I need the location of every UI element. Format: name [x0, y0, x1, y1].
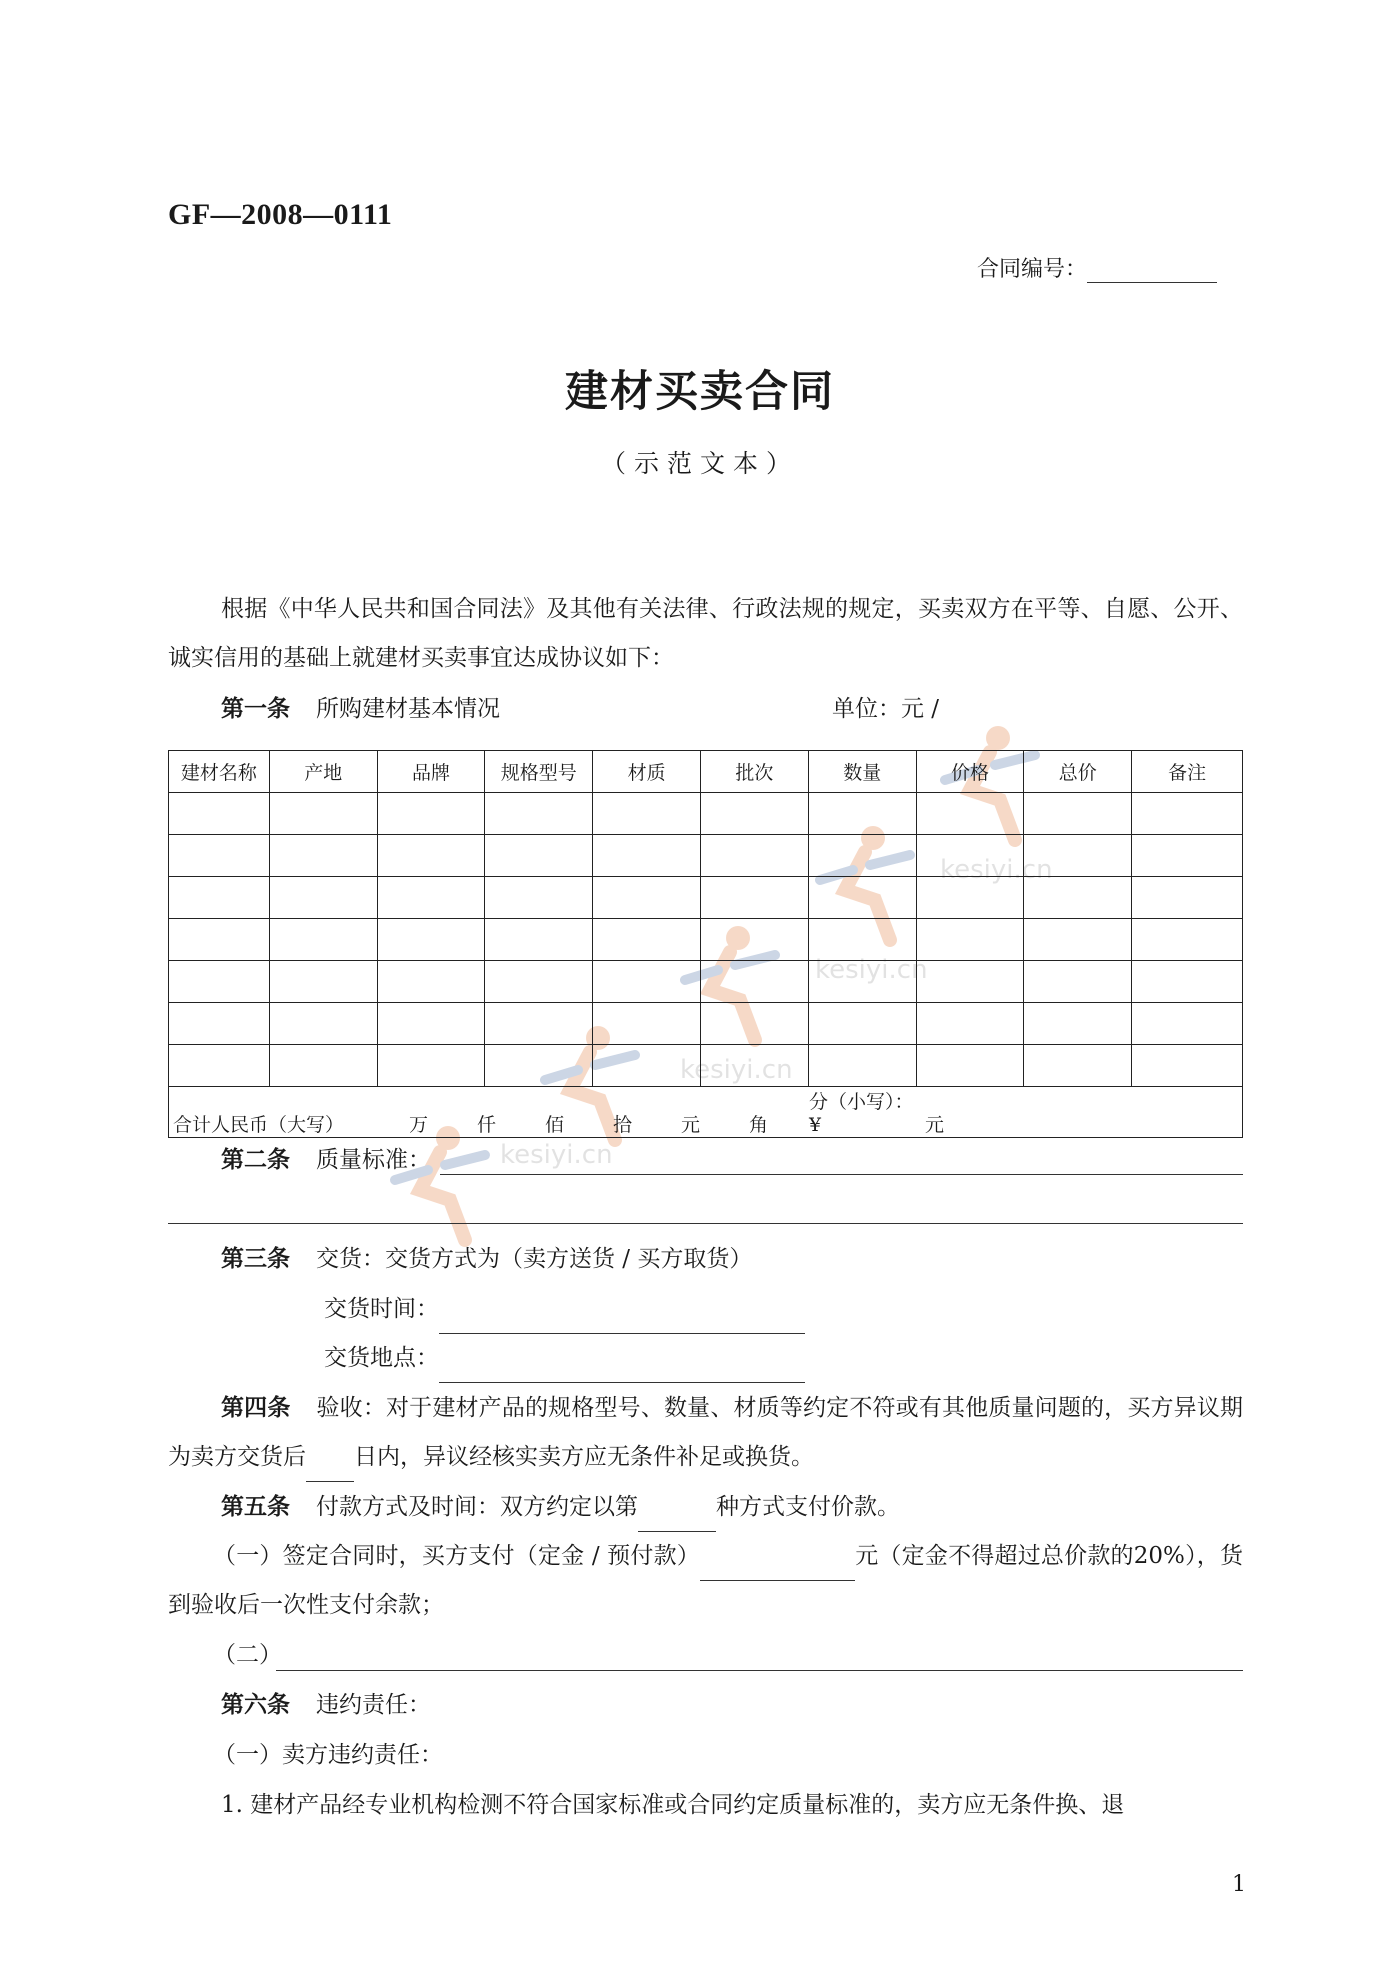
contract-number-label: 合同编号：: [977, 257, 1088, 282]
article-5-item-2-line[interactable]: [276, 1670, 1243, 1671]
column-header: 数量: [808, 751, 916, 793]
table-cell[interactable]: [1132, 919, 1243, 961]
watermark-text: kesiyi.cn: [940, 855, 1053, 885]
article-3-label: 第三条: [221, 1246, 290, 1272]
table-cell[interactable]: [593, 961, 701, 1003]
table-cell[interactable]: [1132, 793, 1243, 835]
article-1-label: 第一条: [221, 696, 290, 722]
delivery-place-label: 交货地点：: [324, 1345, 439, 1371]
column-header: 品牌: [377, 751, 485, 793]
table-row: [169, 1045, 1243, 1087]
table-cell[interactable]: [269, 877, 377, 919]
total-qian: 仟: [477, 1114, 497, 1136]
table-cell[interactable]: [485, 919, 593, 961]
table-cell[interactable]: [169, 835, 270, 877]
total-jiao: 角: [749, 1114, 769, 1136]
payment-method-blank[interactable]: [638, 1507, 716, 1532]
article-6-text: 违约责任：: [316, 1692, 431, 1718]
page-subtitle: （示范文本）: [600, 449, 799, 478]
table-cell[interactable]: [701, 793, 809, 835]
article-4: [168, 1384, 1243, 1482]
table-cell[interactable]: [269, 961, 377, 1003]
article-4-label: 第四条: [221, 1395, 291, 1421]
table-cell[interactable]: [701, 1003, 809, 1045]
table-cell[interactable]: [269, 919, 377, 961]
article-2-label: 第二条: [221, 1147, 290, 1173]
table-cell[interactable]: [485, 961, 593, 1003]
delivery-time: [324, 1285, 805, 1334]
table-cell[interactable]: [916, 793, 1024, 835]
table-cell[interactable]: [808, 793, 916, 835]
table-cell[interactable]: [269, 1045, 377, 1087]
table-cell[interactable]: [485, 793, 593, 835]
table-cell[interactable]: [377, 793, 485, 835]
table-cell[interactable]: [701, 919, 809, 961]
total-small-label: 分（小写）：¥: [809, 1091, 914, 1136]
table-cell[interactable]: [1024, 1045, 1132, 1087]
total-yuan-small: 元: [925, 1114, 945, 1136]
article-1-heading: 所购建材基本情况: [316, 696, 500, 722]
table-cell[interactable]: [1024, 835, 1132, 877]
table-cell[interactable]: [1132, 1003, 1243, 1045]
table-cell[interactable]: [169, 919, 270, 961]
column-header: 建材名称: [169, 751, 270, 793]
table-cell[interactable]: [169, 793, 270, 835]
column-header: 价格: [916, 751, 1024, 793]
objection-days-blank[interactable]: [306, 1457, 354, 1482]
article-5-label: 第五条: [221, 1494, 290, 1520]
table-cell[interactable]: [269, 793, 377, 835]
article-5: [221, 1483, 900, 1532]
table-cell[interactable]: [916, 1045, 1024, 1087]
table-cell[interactable]: [1024, 961, 1132, 1003]
table-cell[interactable]: [377, 1003, 485, 1045]
table-cell[interactable]: [808, 961, 916, 1003]
table-cell[interactable]: [485, 835, 593, 877]
contract-number-blank: [1087, 259, 1217, 283]
article-2: [221, 1136, 431, 1185]
table-cell[interactable]: [377, 961, 485, 1003]
column-header: 材质: [593, 751, 701, 793]
total-shi: 拾: [613, 1114, 633, 1136]
article-5-item-1: [168, 1532, 1243, 1630]
table-cell[interactable]: [169, 877, 270, 919]
table-cell[interactable]: [808, 919, 916, 961]
table-cell[interactable]: [916, 1003, 1024, 1045]
article-3-text: 交货：交货方式为（卖方送货 / 买方取货）: [316, 1246, 753, 1272]
table-cell[interactable]: [1024, 919, 1132, 961]
article-6-item-1: 1. 建材产品经专业机构检测不符合国家标准或合同约定质量标准的，卖方应无条件换、退: [221, 1792, 1125, 1818]
table-cell[interactable]: [593, 1003, 701, 1045]
total-row: [169, 1087, 1243, 1138]
table-cell[interactable]: [593, 835, 701, 877]
table-cell[interactable]: [377, 1045, 485, 1087]
unit-label: 单位：元 /: [832, 696, 940, 722]
delivery-time-blank[interactable]: [439, 1309, 805, 1334]
article-4-text-a: 验收：对于建材产品的规格型号、数量、材质等约定不符或有其他质量问题的，买方异议期为卖方交货后: [168, 1395, 1243, 1470]
article-5-item-1-a: （一）签定合同时，买方支付（定金 / 预付款）: [213, 1543, 701, 1569]
article-6-label: 第六条: [221, 1692, 290, 1718]
table-row: [169, 919, 1243, 961]
table-cell[interactable]: [701, 961, 809, 1003]
table-cell[interactable]: [485, 1045, 593, 1087]
table-cell[interactable]: [593, 1045, 701, 1087]
table-row: [169, 1003, 1243, 1045]
table-cell[interactable]: [593, 919, 701, 961]
article-1: [221, 685, 500, 734]
table-row: [169, 793, 1243, 835]
article-2-text: 质量标准：: [316, 1147, 431, 1173]
table-cell[interactable]: [1132, 877, 1243, 919]
table-cell[interactable]: [916, 961, 1024, 1003]
table-cell[interactable]: [169, 961, 270, 1003]
document-code: GF—2008—0111: [168, 198, 393, 231]
column-header: 备注: [1132, 751, 1243, 793]
table-cell[interactable]: [1132, 1045, 1243, 1087]
watermark-text: kesiyi.cn: [815, 955, 928, 985]
article-4-text-b: 日内，异议经核实卖方应无条件补足或换货。: [354, 1444, 814, 1470]
intro-paragraph: 根据《中华人民共和国合同法》及其他有关法律、行政法规的规定，买卖双方在平等、自愿、公开、诚实信用的基础上就建材买卖事宜达成协议如下：: [168, 596, 1243, 671]
table-cell[interactable]: [808, 1003, 916, 1045]
column-header: 产地: [269, 751, 377, 793]
table-cell[interactable]: [808, 1045, 916, 1087]
table-cell[interactable]: [169, 1045, 270, 1087]
watermark-text: kesiyi.cn: [680, 1055, 793, 1085]
watermark-text: kesiyi.cn: [500, 1140, 613, 1170]
deposit-amount-blank[interactable]: [700, 1556, 855, 1581]
table-cell[interactable]: [1024, 793, 1132, 835]
table-cell[interactable]: [808, 835, 916, 877]
total-wan: 万: [409, 1114, 429, 1136]
table-cell[interactable]: [269, 835, 377, 877]
column-header: 总价: [1024, 751, 1132, 793]
column-header: 批次: [701, 751, 809, 793]
table-cell[interactable]: [1132, 961, 1243, 1003]
table-cell[interactable]: [485, 877, 593, 919]
column-header: 规格型号: [485, 751, 593, 793]
article-5-item-1-b: 元（定金不得超过总价款的20%），货到验收后一次性支付余款；: [168, 1543, 1244, 1618]
table-row: [169, 877, 1243, 919]
page-number: 1: [1232, 1872, 1246, 1897]
table-cell[interactable]: [701, 877, 809, 919]
table-row: [169, 961, 1243, 1003]
table-cell[interactable]: [1024, 877, 1132, 919]
table-cell[interactable]: [701, 835, 809, 877]
table-cell[interactable]: [1024, 1003, 1132, 1045]
article-5-text-b: 种方式支付价款。: [716, 1494, 900, 1520]
article-6: [221, 1681, 431, 1730]
quality-standard-line-2[interactable]: [168, 1223, 1243, 1224]
contract-number: [977, 252, 1217, 283]
table-header-row: [169, 751, 1243, 793]
table-cell[interactable]: [916, 919, 1024, 961]
materials-table: [168, 750, 1243, 1138]
delivery-place: [324, 1334, 805, 1383]
article-3: [221, 1235, 752, 1284]
table-body: [169, 793, 1243, 1138]
article-5-item-2: （二）: [213, 1642, 282, 1668]
page-title: 建材买卖合同: [565, 367, 835, 417]
delivery-place-blank[interactable]: [439, 1358, 805, 1383]
table-cell[interactable]: [701, 1045, 809, 1087]
table-cell[interactable]: [269, 1003, 377, 1045]
table-cell[interactable]: [916, 877, 1024, 919]
article-5-text-a: 付款方式及时间：双方约定以第: [316, 1494, 638, 1520]
quality-standard-line[interactable]: [440, 1174, 1243, 1175]
delivery-time-label: 交货时间：: [324, 1296, 439, 1322]
total-label: 合计人民币（大写）: [173, 1114, 345, 1136]
table-cell[interactable]: [377, 835, 485, 877]
total-yuan: 元: [681, 1114, 701, 1136]
table-row: [169, 835, 1243, 877]
table-cell[interactable]: [377, 919, 485, 961]
total-bai: 佰: [545, 1114, 565, 1136]
table-cell[interactable]: [808, 877, 916, 919]
total-cell[interactable]: [169, 1087, 1243, 1138]
table-cell[interactable]: [377, 877, 485, 919]
table-cell[interactable]: [1132, 835, 1243, 877]
table-cell[interactable]: [593, 793, 701, 835]
table-cell[interactable]: [593, 877, 701, 919]
article-6-sub-1: （一）卖方违约责任：: [213, 1742, 443, 1768]
table-cell[interactable]: [485, 1003, 593, 1045]
table-cell[interactable]: [169, 1003, 270, 1045]
table-cell[interactable]: [916, 835, 1024, 877]
